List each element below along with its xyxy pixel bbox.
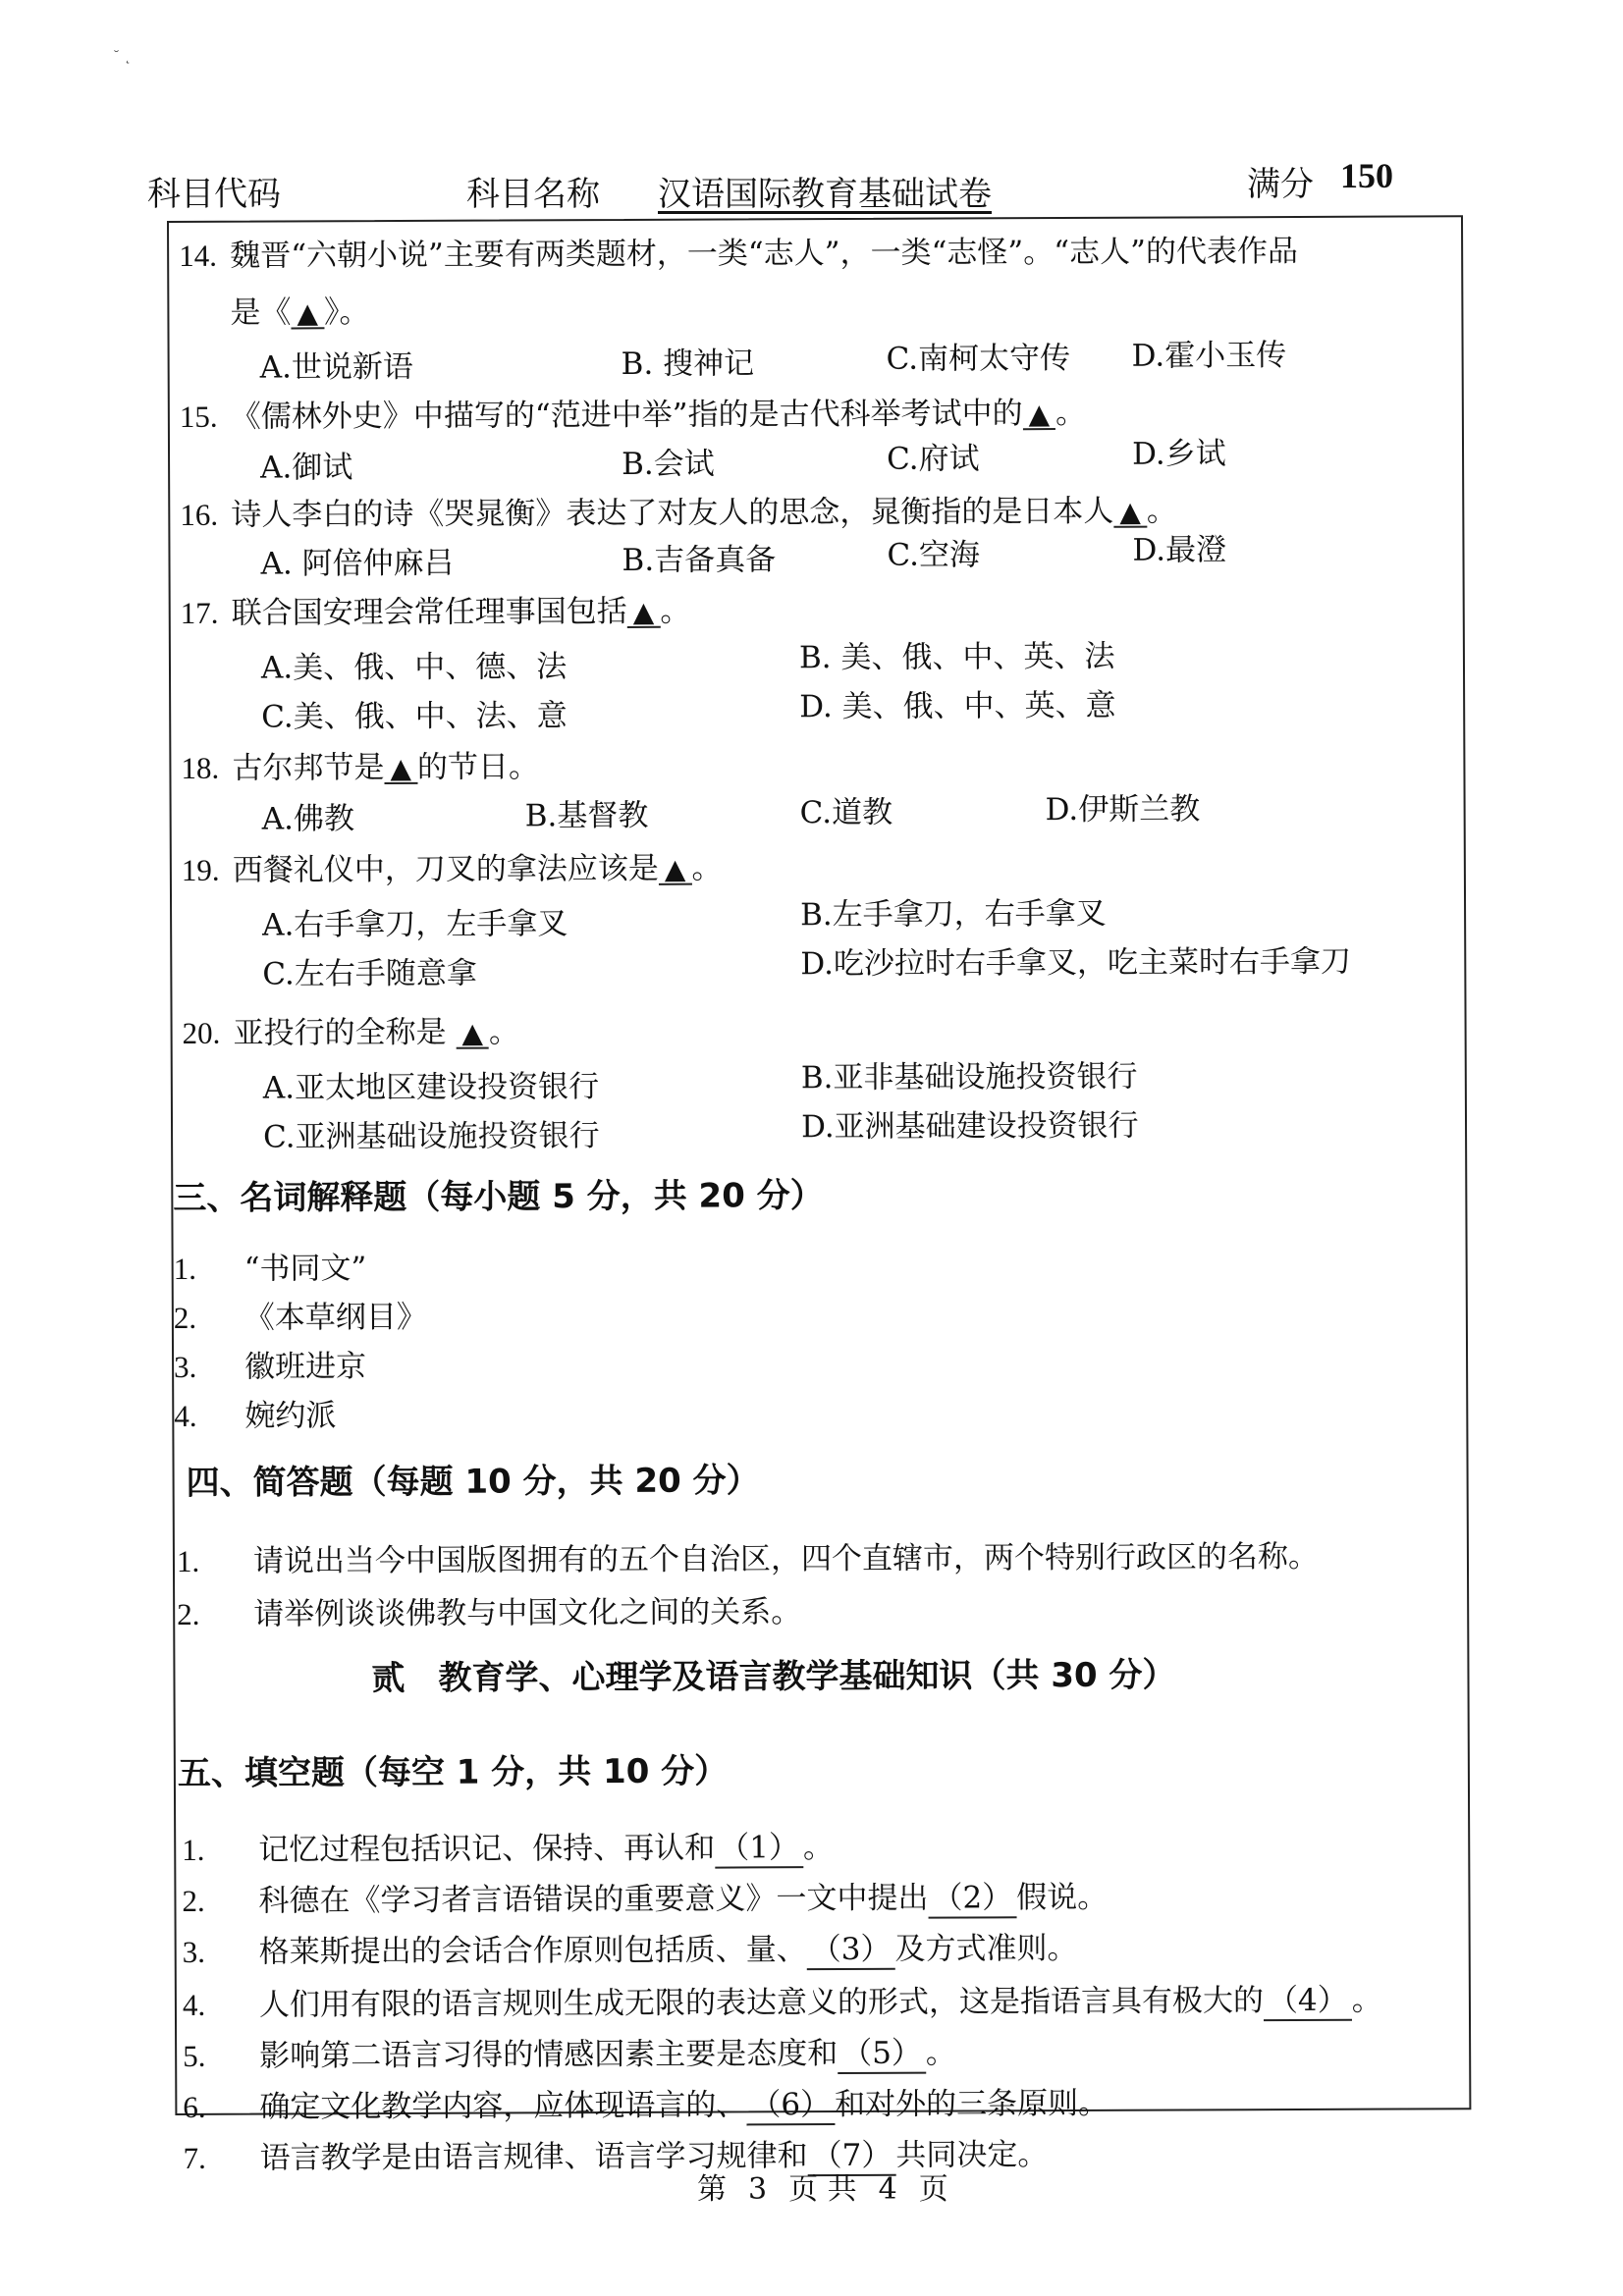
fill-blank-item [183,1923,1078,1973]
question-number: 18. [181,750,220,785]
item-text: 格莱斯提出的会话合作原则包括质、量、 [258,1932,807,1970]
option-a: A.御试 [260,450,353,486]
option-d: D.吃沙拉时右手拿叉，吃主菜时右手拿刀 [800,943,1351,983]
item-number: 5. [183,2038,206,2073]
question-text: 。 [660,593,691,629]
exam-content-frame [167,215,1471,2176]
question-number: 20. [182,1015,221,1050]
term-item [174,1390,336,1435]
item-number: 2. [173,1300,197,1335]
option-c: C.空海 [887,537,981,573]
page-footer [697,2164,970,2208]
page-suffix: 页 [918,2172,948,2207]
question-number: 19. [181,852,220,887]
page-total: 4 [878,2172,897,2207]
item-text: 《本草纲目》 [243,1299,427,1336]
question-text: 。 [691,850,723,886]
option-d: D. 美、俄、中、英、意 [799,687,1116,725]
section-5-title: 五、填空题（每空 1 分，共 10 分） [177,1751,729,1793]
answer-blank-triangle-icon: ▲ [291,299,324,329]
full-score-label: 满分 [1247,165,1314,204]
blank-slot: （1） [715,1822,803,1868]
option-d: D.乡试 [1131,436,1226,472]
question-number: 17. [180,595,219,630]
question-16 [180,486,1177,534]
page-prefix: 第 [697,2172,727,2207]
option-d: D.霍小玉传 [1131,338,1287,374]
question-text: 的节日。 [416,749,540,785]
item-text: 婉约派 [244,1398,337,1434]
question-14 [179,226,1298,275]
option-b: B.会试 [622,446,715,482]
item-text: 共同决定。 [895,2137,1049,2173]
blank-slot: （2） [928,1872,1016,1918]
fill-blank-item [182,1872,1108,1922]
question-text: 联合国安理会常任理事国包括 [231,593,627,631]
option-c: C.府试 [886,441,980,477]
item-text: 确定文化教学内容，应体现语言的、 [259,2087,747,2125]
item-text: 和对外的三条原则。 [835,2085,1109,2123]
term-item [174,1341,366,1386]
item-text: 影响第二语言习得的情感因素主要是态度和 [259,2036,839,2074]
item-number: 7. [183,2140,206,2175]
fill-blank-item [183,1975,1382,2026]
option-d: D.伊斯兰教 [1045,791,1201,828]
subject-name-label: 科目名称 [466,175,600,214]
item-text: 记忆过程包括识记、保持、再认和 [258,1830,716,1868]
fill-blank-item [183,2028,956,2077]
option-d: D.最澄 [1132,532,1227,568]
option-d: D.亚洲基础建设投资银行 [800,1107,1139,1146]
question-text: 。 [488,1014,520,1050]
option-b: B.基督教 [524,797,649,834]
question-number: 14. [179,238,217,273]
subject-name-value: 汉语国际教育基础试卷 [658,175,992,214]
answer-blank-triangle-icon: ▲ [659,856,692,885]
page-current: 3 [748,2172,768,2207]
question-20 [182,1006,519,1051]
question-17 [181,586,691,632]
option-b: B.吉备真备 [622,542,777,578]
answer-blank-triangle-icon: ▲ [456,1020,489,1049]
option-a: A.佛教 [261,801,354,837]
question-text: 诗人李白的诗《哭晁衡》表达了对友人的思念，晁衡指的是日本人 [231,493,1114,533]
option-a: A.右手拿刀，左手拿叉 [262,906,568,943]
item-text: 。 [1351,1982,1382,2018]
option-b: B.左手拿刀，右手拿叉 [800,895,1107,934]
blank-slot: （3） [807,1924,895,1970]
question-15 [180,388,1086,436]
question-number: 15. [179,399,218,434]
option-a: A.亚太地区建设投资银行 [262,1069,600,1106]
answer-blank-triangle-icon: ▲ [384,755,417,784]
question-18 [181,741,539,787]
item-text: 人们用有限的语言规则生成无限的表达意义的形式，这是指语言具有极大的 [258,1983,1265,2023]
page-mid: 页 共 [788,2172,857,2207]
question-19 [182,843,723,889]
option-c: C.南柯太守传 [886,340,1071,377]
question-14-line2 [230,287,369,332]
item-number: 3. [174,1349,197,1384]
question-text: 是《 [230,294,292,331]
blank-slot: （4） [1264,1975,1352,2021]
part-2-title: 贰 教育学、心理学及语言教学基础知识（共 30 分） [371,1655,1176,1699]
option-b: B. 美、俄、中、英、法 [798,638,1115,676]
answer-blank-triangle-icon: ▲ [627,599,661,628]
item-number: 1. [176,1543,200,1578]
fill-blank-item [183,2078,1109,2128]
blank-slot: （6） [746,2079,835,2125]
option-a: A. 阿倍仲麻吕 [260,545,455,582]
blank-slot: （5） [838,2028,926,2074]
item-text: 科德在《学习者言语错误的重要意义》一文中提出 [258,1880,929,1919]
term-item [174,1292,427,1337]
short-answer-item [177,1586,801,1633]
question-text: 魏晋“六朝小说”主要有两类题材，一类“志人”，一类“志怪”。“志人”的代表作品 [230,233,1299,274]
question-text: 。 [1146,493,1177,529]
question-text: 亚投行的全称是 [233,1014,457,1051]
answer-blank-triangle-icon: ▲ [1023,400,1056,430]
item-text: 。 [802,1830,835,1866]
full-score-value: 150 [1340,156,1393,195]
fill-blank-item [182,1822,834,1871]
option-b: B. 搜神记 [621,346,755,382]
option-c: C.亚洲基础设施投资银行 [262,1118,600,1155]
item-text: 语言教学是由语言规律、语言学习规律和 [259,2138,808,2176]
option-b: B.亚非基础设施投资银行 [800,1058,1138,1096]
item-text: 。 [925,2035,956,2071]
item-text: 请说出当今中国版图拥有的五个自治区，四个直辖市，两个特别行政区的名称。 [252,1538,1320,1579]
option-c: C.左右手随意拿 [262,955,477,992]
blank-slot: （7） [807,2130,895,2176]
item-number: 4. [174,1398,197,1433]
question-text: 《儒林外史》中描写的“范进中举”指的是古代科举考试中的 [230,396,1023,435]
option-a: A.世说新语 [259,348,413,386]
question-text: 西餐礼仪中，刀叉的拿法应该是 [232,850,659,888]
question-text: 。 [1055,395,1087,432]
item-text: 请举例谈谈佛教与中国文化之间的关系。 [253,1594,802,1632]
option-a: A.美、俄、中、德、法 [260,649,568,686]
item-text: 徽班进京 [244,1349,367,1385]
item-number: 2. [177,1596,200,1631]
subject-code-label: 科目代码 [147,175,281,214]
item-text: “书同文” [243,1251,367,1287]
item-text: 及方式准则。 [894,1930,1078,1967]
item-number: 6. [183,2089,206,2124]
question-text: 古尔邦节是 [232,750,385,786]
option-c: C.道教 [799,794,893,831]
item-number: 1. [173,1251,196,1286]
section-3-title: 三、名词解释题（每小题 5 分，共 20 分） [173,1176,824,1218]
item-number: 1. [182,1832,205,1867]
scan-speck: ˘ ˛ [113,49,132,65]
question-text: 》。 [323,294,370,331]
short-answer-item [177,1531,1319,1580]
item-number: 2. [182,1883,205,1918]
item-number: 4. [182,1987,206,2022]
item-text: 假说。 [1016,1879,1109,1916]
section-4-title: 四、简答题（每题 10 分，共 20 分） [186,1461,760,1503]
question-number: 16. [180,497,219,532]
term-item [174,1243,367,1288]
item-number: 3. [182,1934,206,1969]
answer-blank-triangle-icon: ▲ [1113,499,1147,528]
option-c: C.美、俄、中、法、意 [261,698,568,735]
